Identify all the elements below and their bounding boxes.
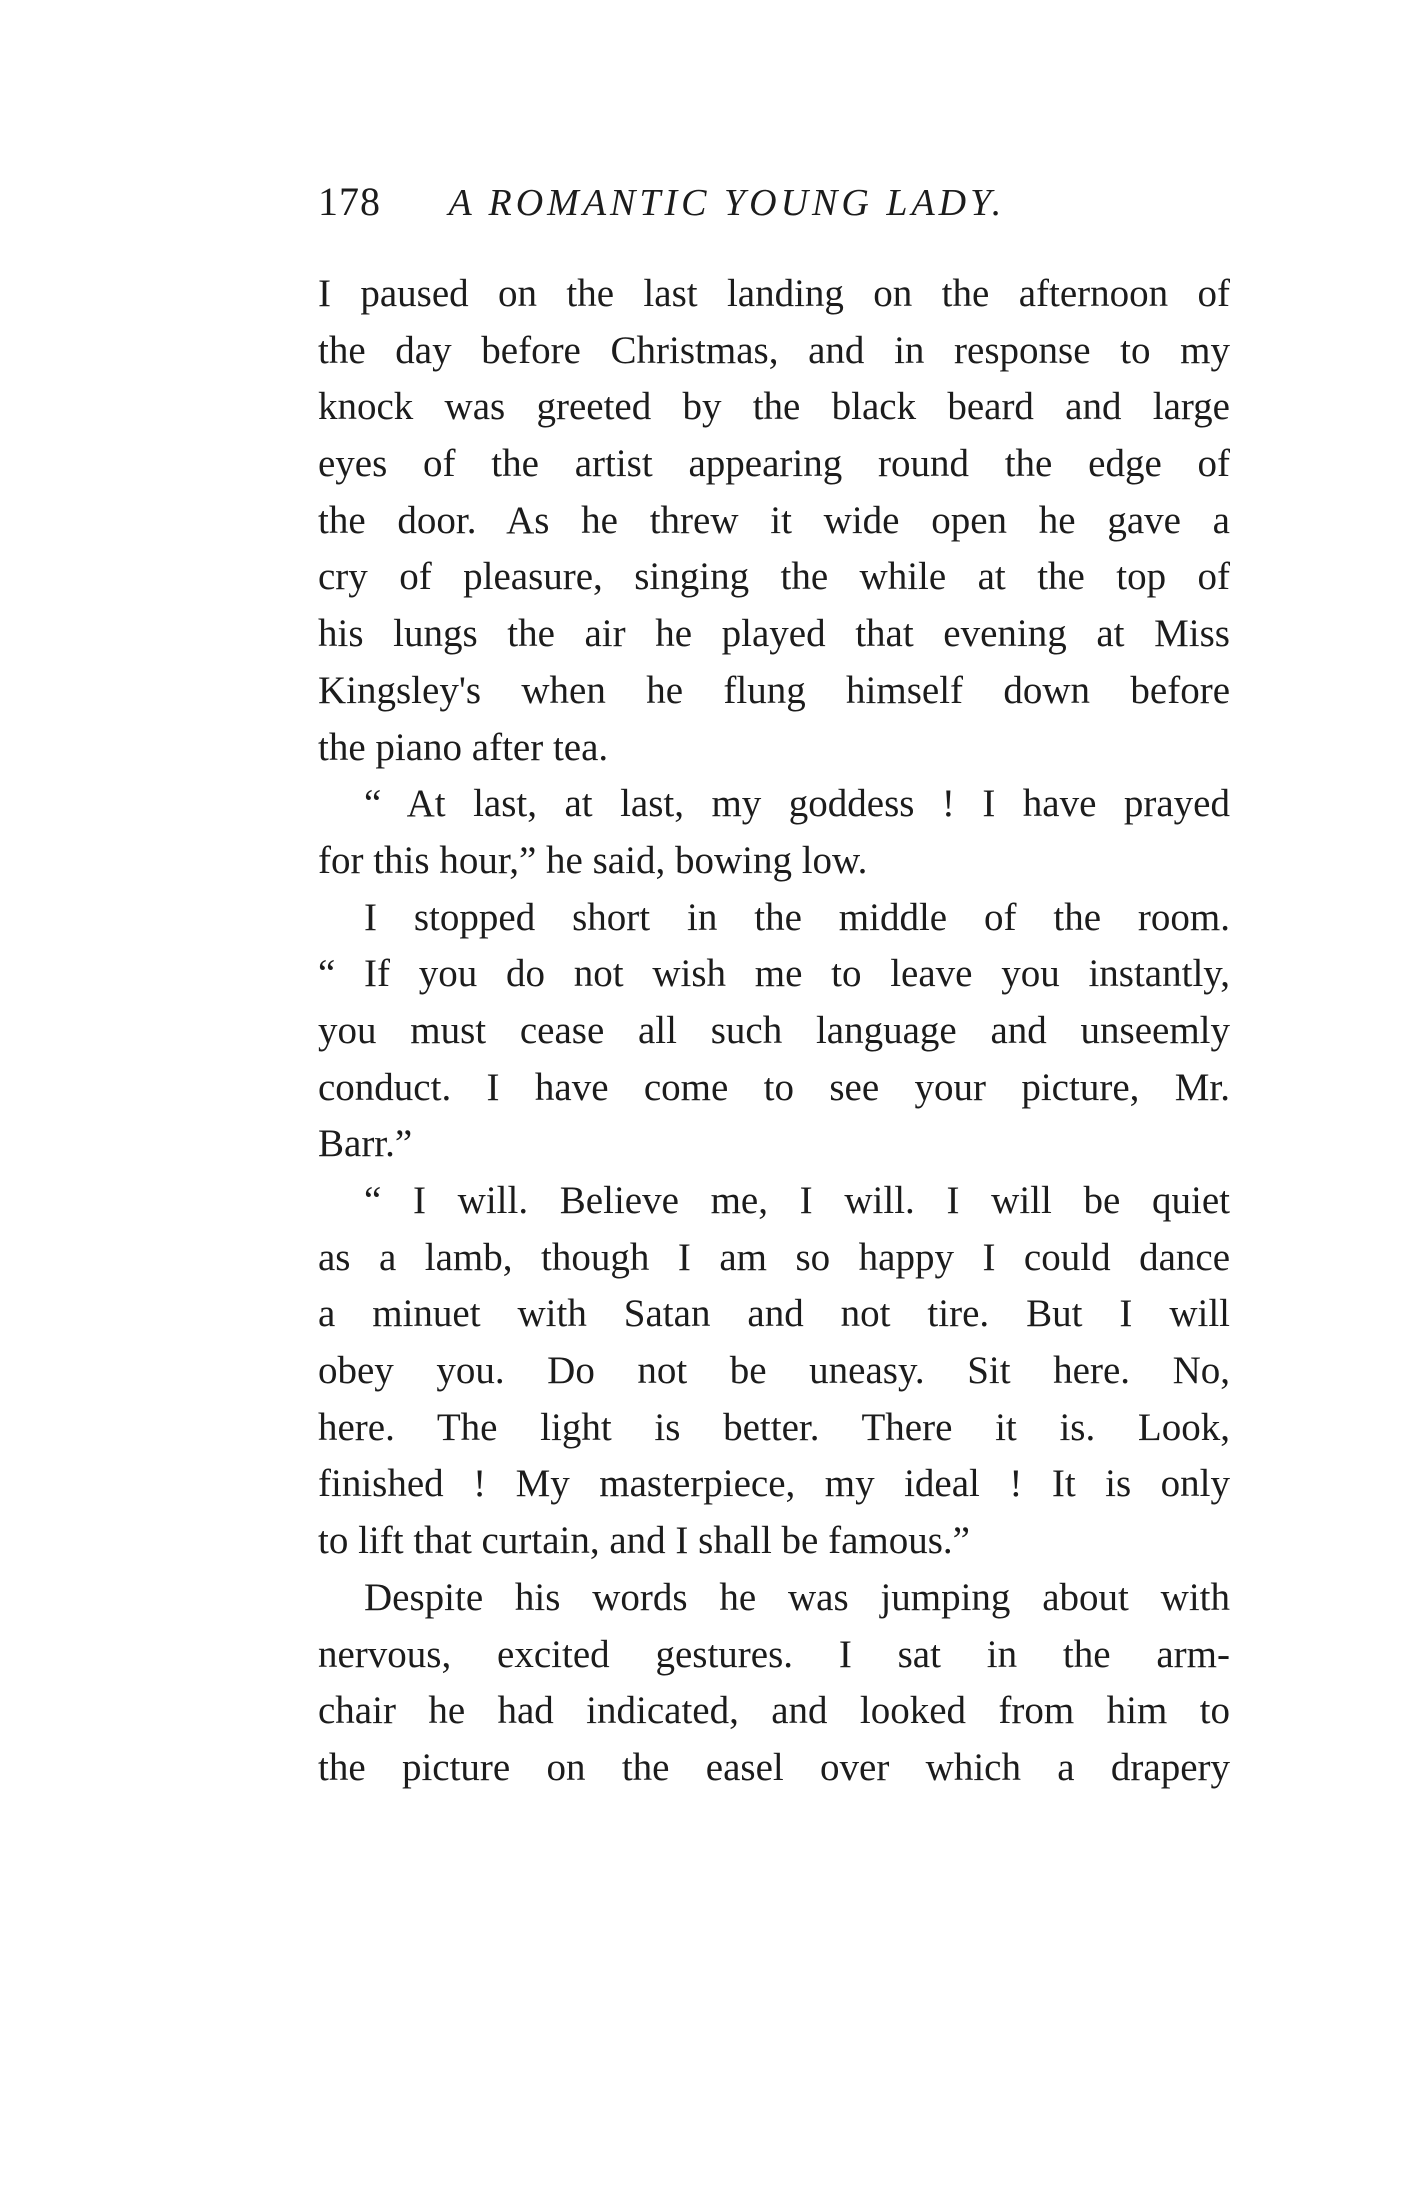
running-title: A ROMANTIC YOUNG LADY.: [448, 182, 1006, 224]
text-line: finished ! My masterpiece, my ideal ! It is only: [318, 1462, 1230, 1506]
text-line: chair he had indicated, and looked from him to: [318, 1689, 1230, 1733]
text-line: to lift that curtain, and I shall be famous.”: [318, 1519, 970, 1563]
text-line: you must cease all such language and unseemly: [318, 1008, 1230, 1052]
text-line: the picture on the easel over which a drapery: [318, 1745, 1230, 1789]
text-line: I stopped short in the middle of the room.: [364, 895, 1230, 939]
text-line: as a lamb, though I am so happy I could dance: [318, 1235, 1230, 1279]
text-line: Despite his words he was jumping about with: [364, 1575, 1230, 1619]
text-line: a minuet with Satan and not tire. But I will: [318, 1292, 1230, 1336]
page-number: 178: [318, 179, 381, 224]
text-line: his lungs the air he played that evening at Miss: [318, 612, 1230, 656]
text-line: obey you. Do not be uneasy. Sit here. No,: [318, 1349, 1230, 1393]
text-line: the piano after tea.: [318, 725, 609, 769]
text-line: the day before Christmas, and in response to my: [318, 328, 1230, 372]
text-line: “ At last, at last, my goddess ! I have prayed: [364, 782, 1230, 826]
text-line: for this hour,” he said, bowing low.: [318, 838, 868, 882]
text-line: I paused on the last landing on the afternoon of: [318, 272, 1230, 315]
text-line: nervous, excited gestures. I sat in the arm-: [318, 1632, 1230, 1676]
text-line: Barr.”: [318, 1122, 413, 1166]
text-line: knock was greeted by the black beard and large: [318, 385, 1230, 429]
text-line: here. The light is better. There it is. Look,: [318, 1405, 1230, 1449]
body-text: [318, 266, 1230, 1797]
running-head: [318, 172, 1218, 232]
text-line: eyes of the artist appearing round the edge of: [318, 442, 1230, 486]
text-line: cry of pleasure, singing the while at the top of: [318, 555, 1230, 599]
text-line: “ I will. Believe me, I will. I will be quiet: [364, 1179, 1230, 1222]
text-line: conduct. I have come to see your picture, Mr.: [318, 1065, 1230, 1109]
text-line: “ If you do not wish me to leave you instantly,: [318, 952, 1230, 996]
text-line: Kingsley's when he flung himself down before: [318, 668, 1230, 712]
text-line: the door. As he threw it wide open he gave a: [318, 498, 1230, 542]
